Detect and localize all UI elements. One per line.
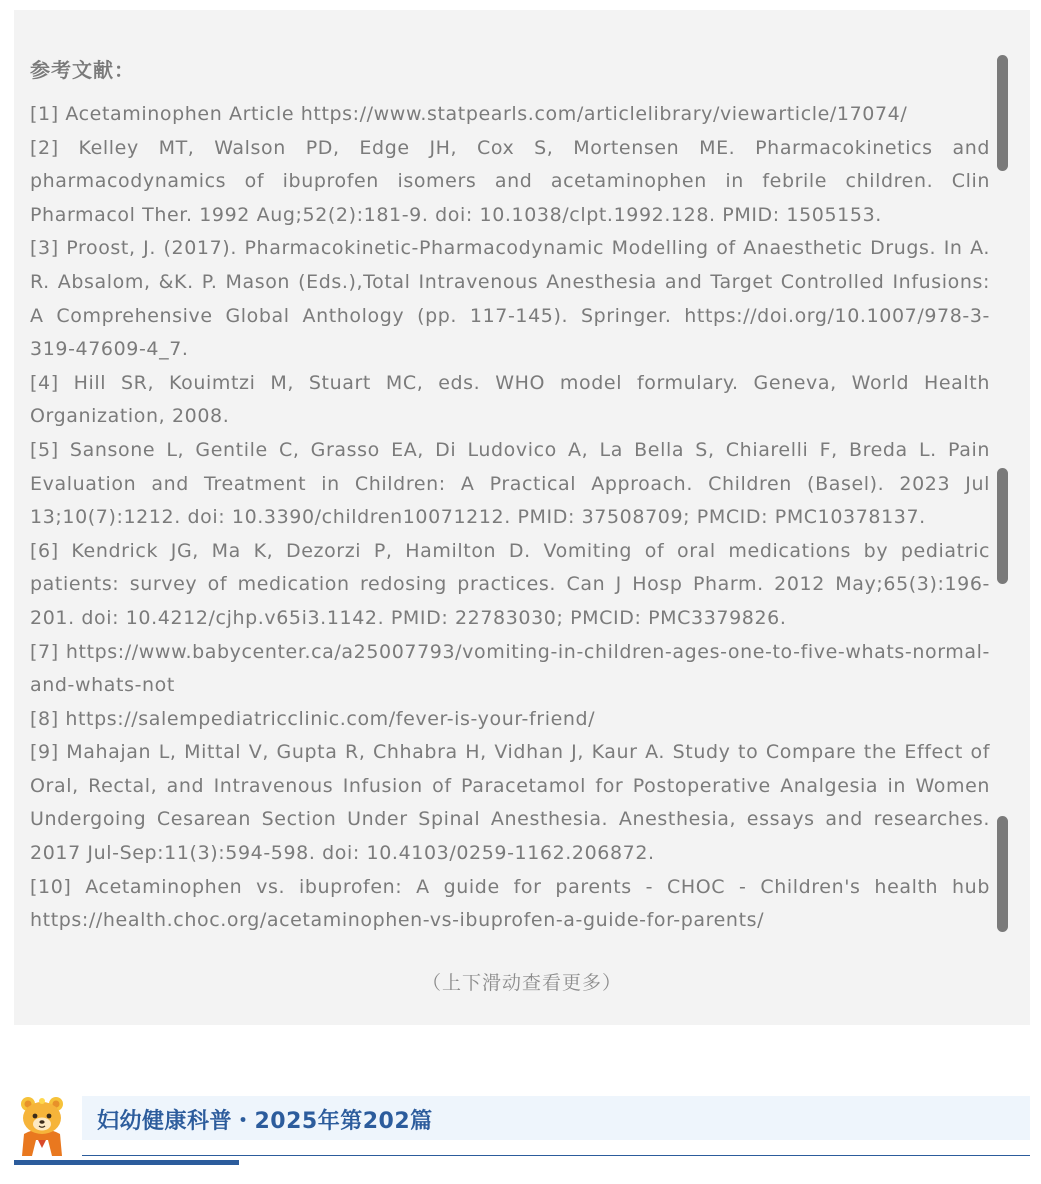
bear-mascot-icon <box>14 1094 70 1160</box>
reference-item: [4] Hill SR, Kouimtzi M, Stuart MC, eds. WHO model formulary. Geneva, World Health Organization, 2008. <box>30 371 990 428</box>
scrollbar-thumb-middle[interactable] <box>997 468 1008 584</box>
references-heading: 参考文献： <box>30 58 135 82</box>
article-series-banner <box>14 1094 1030 1174</box>
banner-underline <box>82 1155 1030 1156</box>
reference-item: [7] https://www.babycenter.ca/a25007793/vomiting-in-children-ages-one-to-five-whats-normal-and-whats-not <box>30 640 990 697</box>
scroll-more-hint: （上下滑动查看更多） <box>421 972 622 994</box>
banner-accent-bar <box>14 1160 239 1165</box>
reference-item: [5] Sansone L, Gentile C, Grasso EA, Di Ludovico A, La Bella S, Chiarelli F, Breda L. Pain Evaluation and Treatment in Children: A Practical Approach. Children (Basel). 2023 Jul 13;10(7):1212. doi: 10.3390/children10071212. PMID: 37508709; PMCID: PMC10378137. <box>30 438 990 529</box>
reference-item: [3] Proost, J. (2017). Pharmacokinetic-Pharmacodynamic Modelling of Anaesthetic Drugs. In A. R. Absalom, &K. P. Mason (Eds.),Total Intravenous Anesthesia and Target Controlled Infusions: A Comprehensive Global Anthology (pp. 117-145). Springer. https://doi.org/10.1007/978-3-319-47609-4_7. <box>30 237 990 361</box>
reference-item: [10] Acetaminophen vs. ibuprofen: A guide for parents - CHOC - Children's health hub https://health.choc.org/acetaminophen-vs-ibuprofen-a-guide-for-parents/ <box>30 875 990 932</box>
reference-item: [1] Acetaminophen Article https://www.statpearls.com/articlelibrary/viewarticle/17074/ <box>30 103 908 125</box>
references-panel <box>14 10 1030 1025</box>
scrollbar-thumb-bottom[interactable] <box>997 816 1008 932</box>
series-title: 妇幼健康科普・2025年第202篇 <box>97 1109 433 1134</box>
reference-item: [8] https://salempediatricclinic.com/fever-is-your-friend/ <box>30 707 596 730</box>
reference-item: [6] Kendrick JG, Ma K, Dezorzi P, Hamilton D. Vomiting of oral medications by pediatric patients: survey of medication redosing practices. Can J Hosp Pharm. 2012 May;65(3):196-201. doi: 10.4212/cjhp.v65i3.1142. PMID: 22783030; PMCID: PMC3379826. <box>30 539 990 629</box>
scrollbar-thumb-top[interactable] <box>997 55 1008 171</box>
reference-item: [2] Kelley MT, Walson PD, Edge JH, Cox S, Mortensen ME. Pharmacokinetics and pharmacodynamics of ibuprofen isomers and acetaminophen in febrile children. Clin Pharmacol Ther. 1992 Aug;52(2):181-9. doi: 10.1038/clpt.1992.128. PMID: 1505153. <box>30 136 990 226</box>
reference-item: [9] Mahajan L, Mittal V, Gupta R, Chhabra H, Vidhan J, Kaur A. Study to Compare the Effect of Oral, Rectal, and Intravenous Infusion of Paracetamol for Postoperative Analgesia in Women Undergoing Cesarean Section Under Spinal Anesthesia. Anesthesia, essays and researches. 2017 Jul-Sep:11(3):594-598. doi: 10.4103/0259-1162.206872. <box>30 741 990 865</box>
references-scroll-area[interactable] <box>30 98 990 943</box>
